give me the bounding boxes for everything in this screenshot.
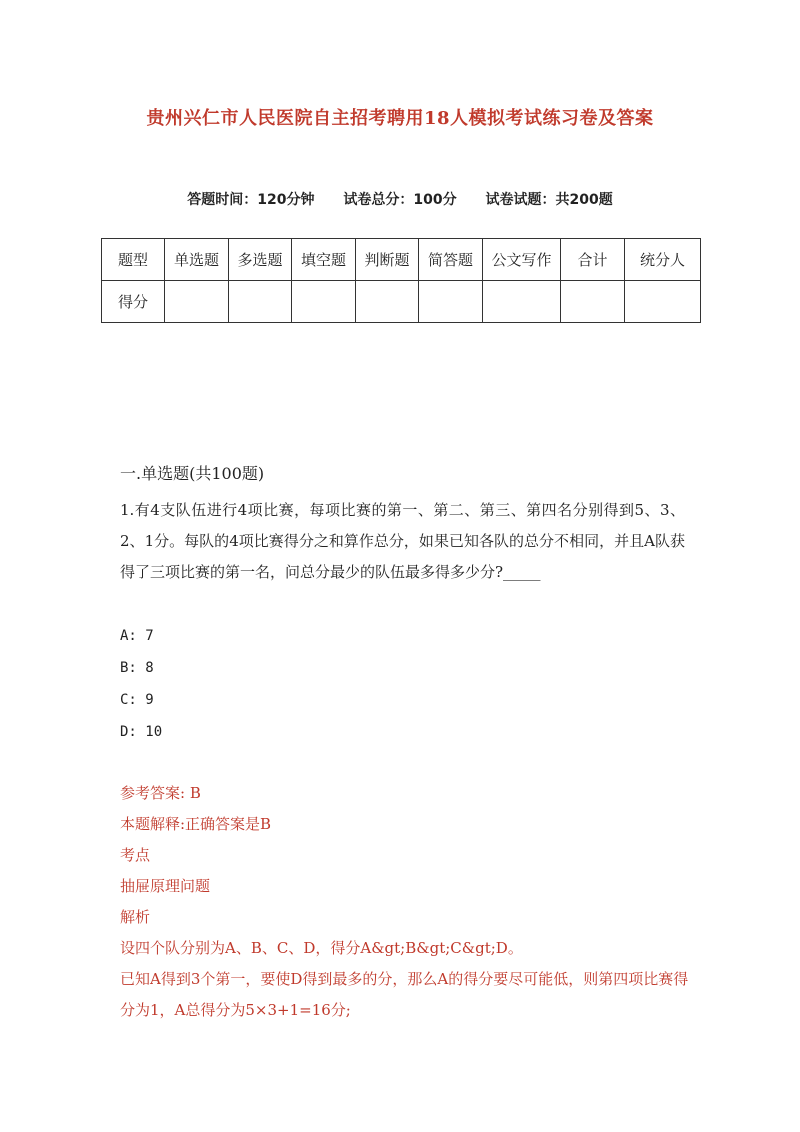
option-d: D: 10 xyxy=(120,724,163,740)
table-header-cell: 题型 xyxy=(102,239,165,281)
explanation: 本题解释:正确答案是B xyxy=(120,815,272,833)
score-table-header-row xyxy=(102,239,701,281)
score-cell xyxy=(165,281,229,323)
table-header-cell: 多选题 xyxy=(229,239,292,281)
question-text: 1.有4支队伍进行4项比赛，每项比赛的第一、第二、第三、第四名分别得到5、3、2、1分。每队的4项比赛得分之和算作总分，如果已知各队的总分不相同，并且A队获得了三项比赛的第一名，问总分最少的队伍最多得多少分?_____ xyxy=(120,501,685,581)
kaodian: 抽屉原理问题 xyxy=(120,877,211,895)
jiexi-label: 解析 xyxy=(120,908,151,926)
exam-question-count: 试卷试题：共200题 xyxy=(485,192,613,208)
score-cell xyxy=(483,281,561,323)
exam-meta xyxy=(0,189,800,209)
score-cell xyxy=(561,281,625,323)
table-header-cell: 合计 xyxy=(561,239,625,281)
score-cell xyxy=(419,281,483,323)
table-row-label: 得分 xyxy=(102,281,165,323)
exam-total-score: 试卷总分：100分 xyxy=(343,192,457,208)
option-c: C: 9 xyxy=(120,692,154,708)
exam-time: 答题时间：120分钟 xyxy=(187,192,315,208)
page-title: 贵州兴仁市人民医院自主招考聘用18人模拟考试练习卷及答案 xyxy=(146,108,654,129)
table-header-cell: 公文写作 xyxy=(483,239,561,281)
score-cell xyxy=(229,281,292,323)
reference-answer: 参考答案: B xyxy=(120,784,201,802)
score-table xyxy=(101,238,701,323)
score-table-score-row xyxy=(102,281,701,323)
score-cell xyxy=(356,281,419,323)
option-b: B: 8 xyxy=(120,660,154,676)
analysis-line-2: 已知A得到3个第一，要使D得到最多的分，那么A的得分要尽可能低，则第四项比赛得分为1，A总得分为5×3+1=16分; xyxy=(120,970,689,1019)
score-cell xyxy=(625,281,701,323)
table-header-cell: 填空题 xyxy=(292,239,356,281)
analysis-line-1: 设四个队分别为A、B、C、D，得分A&gt;B&gt;C&gt;D。 xyxy=(120,939,523,957)
score-cell xyxy=(292,281,356,323)
section-heading: 一.单选题(共100题) xyxy=(120,464,265,483)
answer-block xyxy=(120,778,690,1026)
table-header-cell: 简答题 xyxy=(419,239,483,281)
table-header-cell: 单选题 xyxy=(165,239,229,281)
table-header-cell: 统分人 xyxy=(625,239,701,281)
kaodian-label: 考点 xyxy=(120,846,151,864)
options-list xyxy=(120,620,162,748)
option-a: A: 7 xyxy=(120,628,154,644)
table-header-cell: 判断题 xyxy=(356,239,419,281)
